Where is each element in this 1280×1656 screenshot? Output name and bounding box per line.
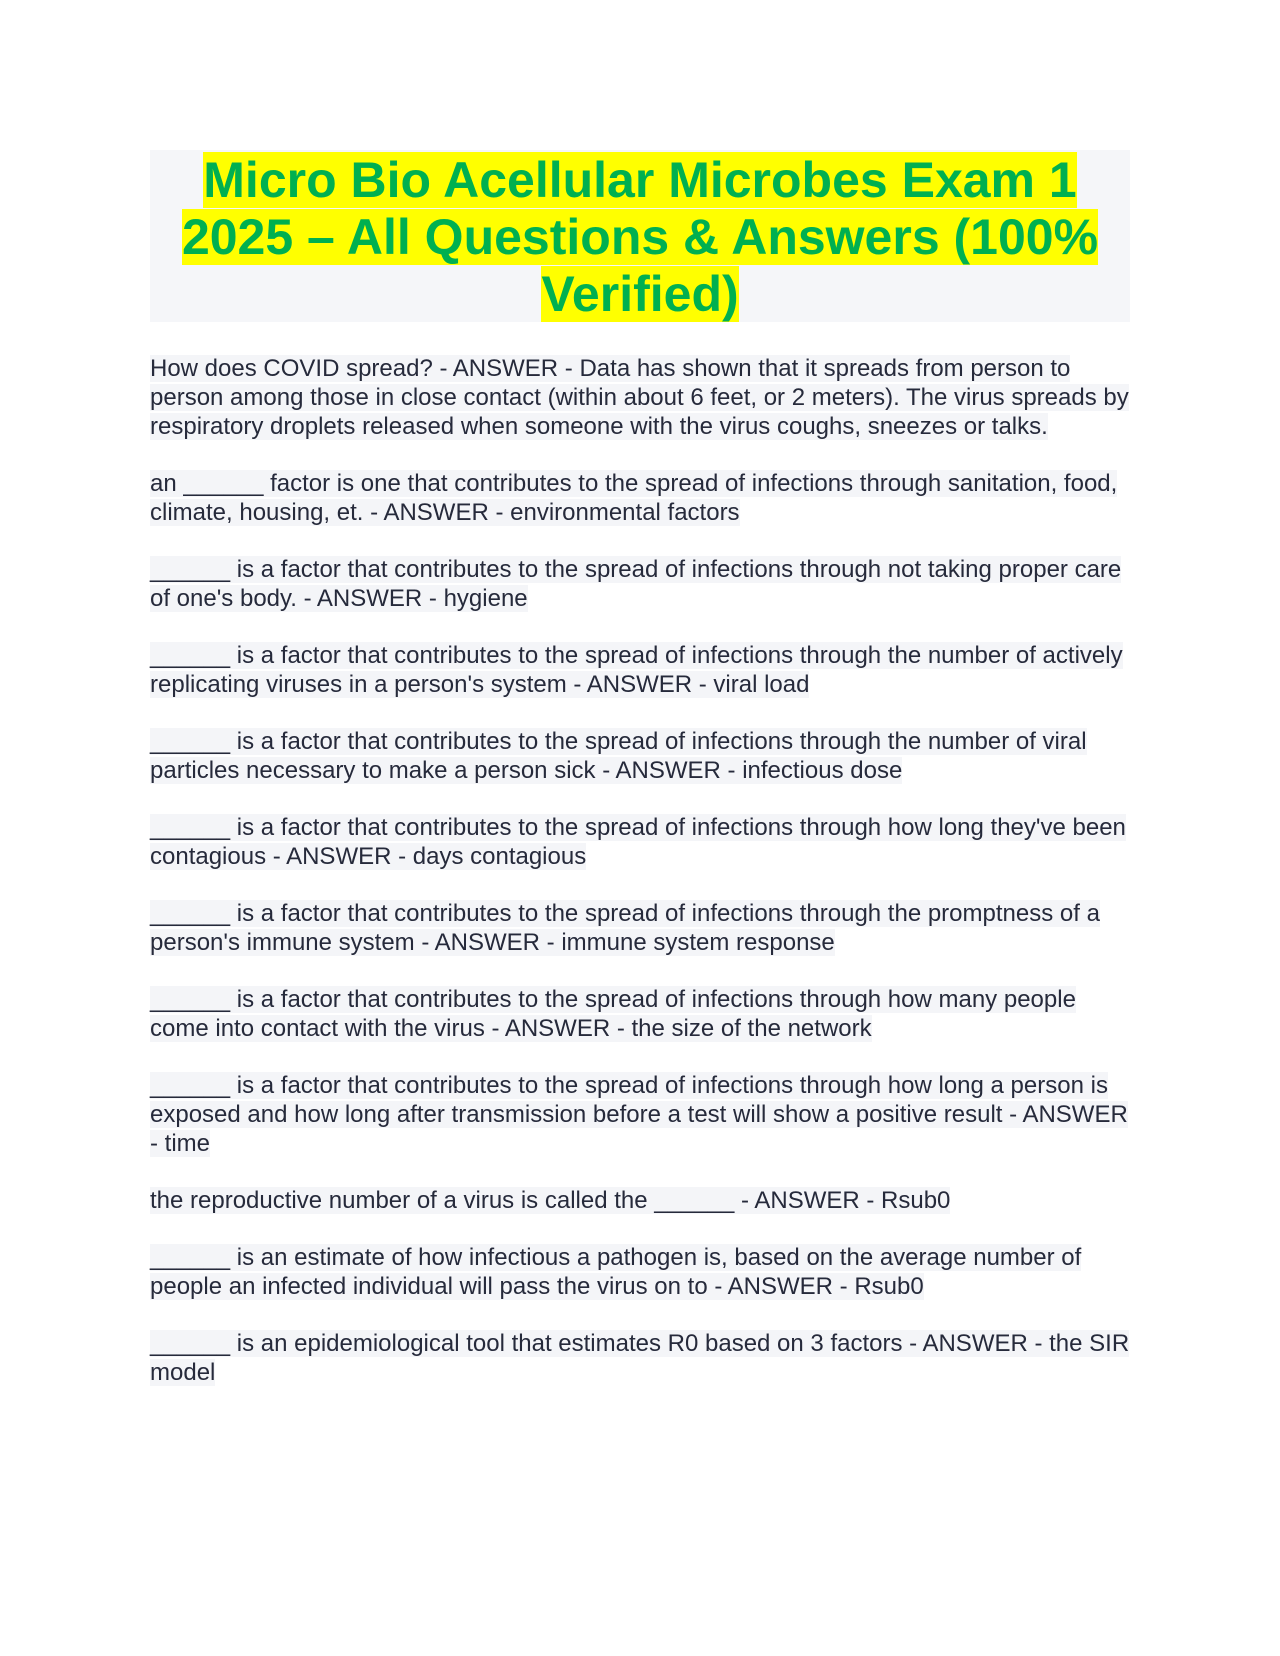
qa-text: ______ is a factor that contributes to the spread of infections through the number of viral particles necessary to make a person sick - ANSWER - infectious dose [150, 728, 1087, 784]
qa-item [150, 1329, 1130, 1387]
qa-text: ______ is a factor that contributes to the spread of infections through the promptness of a person's immune system - ANSWER - immune system response [150, 900, 1100, 956]
title-box [150, 150, 1130, 322]
qa-text: an ______ factor is one that contributes to the spread of infections through sanitation, food, climate, housing, et. - ANSWER - environmental factors [150, 470, 1118, 526]
qa-item [150, 354, 1130, 441]
qa-item [150, 899, 1130, 957]
qa-text: ______ is a factor that contributes to the spread of infections through the number of actively replicating viruses in a person's system - ANSWER - viral load [150, 642, 1123, 698]
qa-text: ______ is an epidemiological tool that estimates R0 based on 3 factors - ANSWER - the SIR model [150, 1330, 1130, 1386]
qa-item [150, 641, 1130, 699]
qa-item [150, 985, 1130, 1043]
qa-text: ______ is a factor that contributes to the spread of infections through how many people come into contact with the virus - ANSWER - the size of the network [150, 986, 1076, 1042]
qa-item [150, 813, 1130, 871]
qa-item [150, 469, 1130, 527]
qa-item [150, 1071, 1130, 1158]
document-page [150, 150, 1130, 1415]
qa-text: ______ is an estimate of how infectious a pathogen is, based on the average number of people an infected individual will pass the virus on to - ANSWER - Rsub0 [150, 1244, 1082, 1300]
qa-text: ______ is a factor that contributes to the spread of infections through how long a person is exposed and how long after transmission before a test will show a positive result - ANSWER - time [150, 1072, 1128, 1157]
qa-item [150, 1243, 1130, 1301]
qa-item [150, 727, 1130, 785]
qa-item [150, 555, 1130, 613]
qa-text: the reproductive number of a virus is called the ______ - ANSWER - Rsub0 [150, 1187, 951, 1214]
qa-text: ______ is a factor that contributes to the spread of infections through not taking proper care of one's body. - ANSWER - hygiene [150, 556, 1122, 612]
document-title: Micro Bio Acellular Microbes Exam 1 2025 – All Questions & Answers (100% Verified) [181, 152, 1099, 322]
qa-list [150, 354, 1130, 1387]
qa-item [150, 1186, 1130, 1215]
qa-text: ______ is a factor that contributes to the spread of infections through how long they've been contagious - ANSWER - days contagious [150, 814, 1126, 870]
qa-text: How does COVID spread? - ANSWER - Data has shown that it spreads from person to person among those in close contact (within about 6 feet, or 2 meters). The virus spreads by respiratory droplets released when someone with the virus coughs, sneezes or talks. [150, 355, 1129, 440]
